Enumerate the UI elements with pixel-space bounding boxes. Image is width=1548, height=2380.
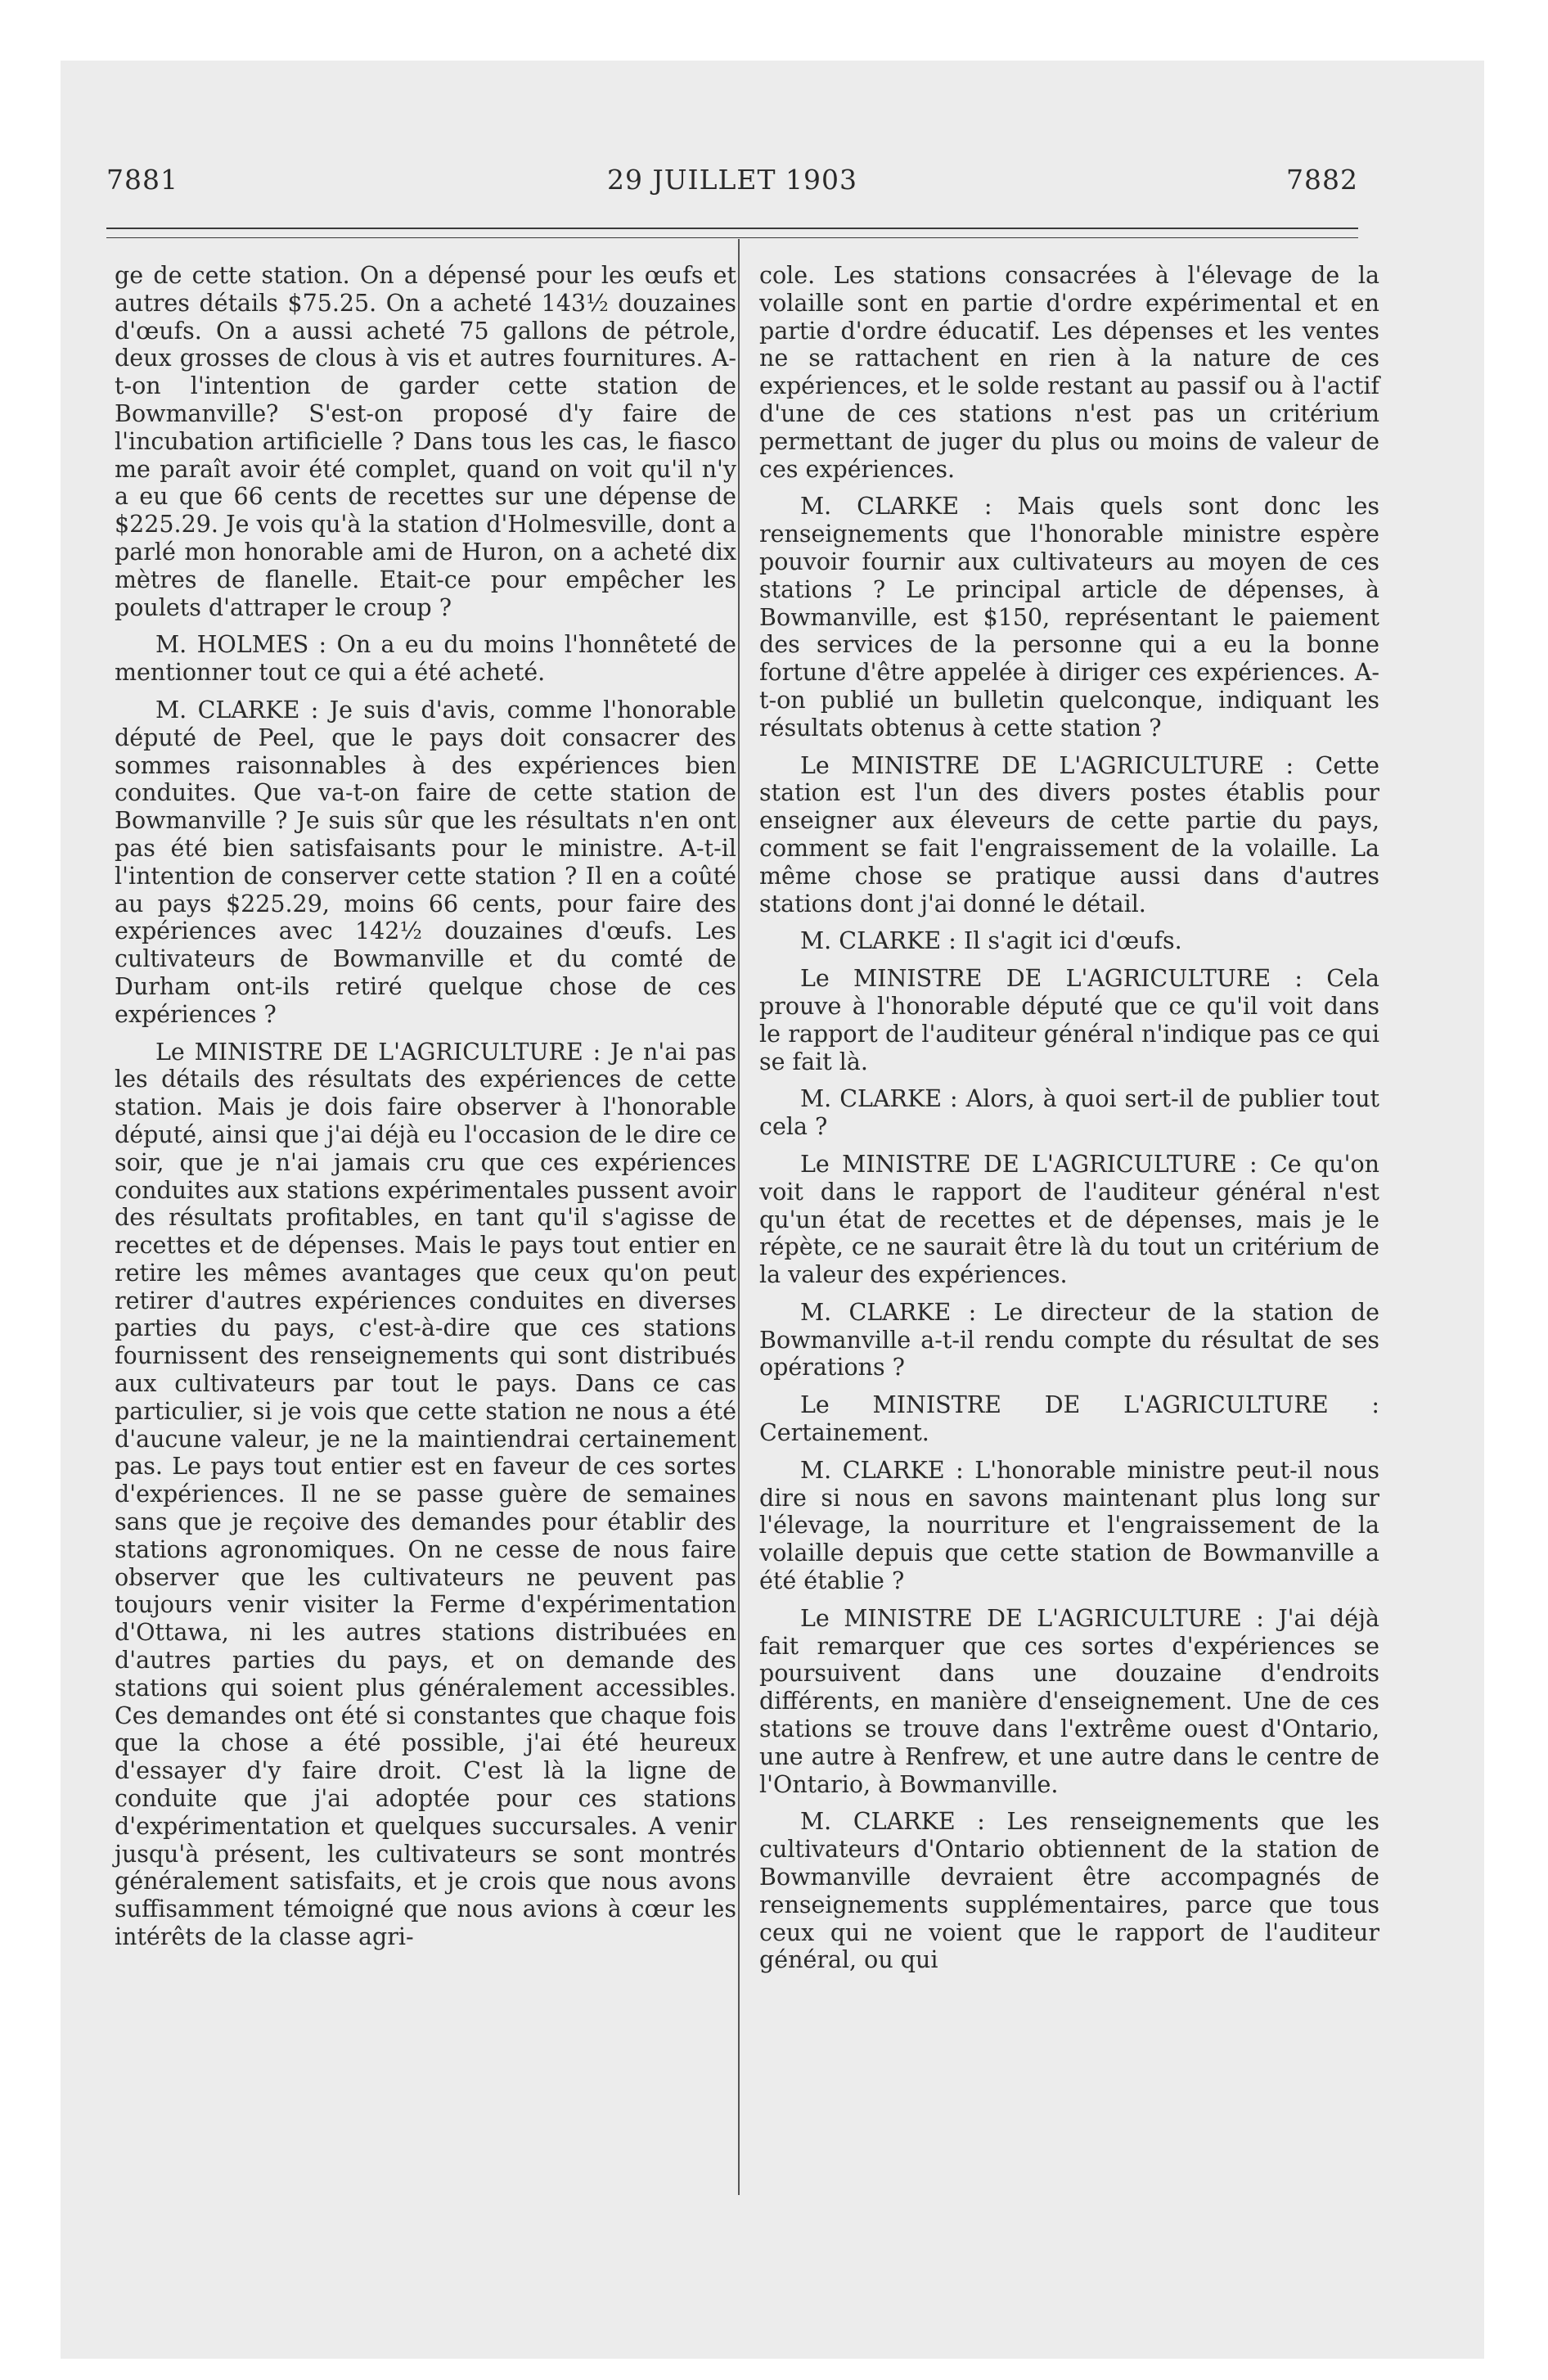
left-page-number: 7881 — [106, 164, 178, 196]
page-header — [106, 164, 1358, 205]
left-column — [115, 262, 736, 1961]
paragraph: cole. Les stations consacrées à l'élevage de la volaille sont en partie d'ordre expérimental et en partie d'ordre éducatif. Les dépenses et les ventes ne se rattachent en rien à la nature de ces expériences, et le solde restant au passif ou à l'actif d'une de ces stations n'est pas un critérium permettant de juger du plus ou moins de valeur de ces expériences. — [759, 262, 1379, 483]
paragraph: M. CLARKE : L'honorable ministre peut-il nous dire si nous en savons maintenant plus long sur l'élevage, la nourriture et l'engraissement de la volaille depuis que cette station de Bowmanville a été établie ? — [759, 1456, 1379, 1595]
paragraph: Le MINISTRE DE L'AGRICULTURE : Cela prouve à l'honorable député que ce qu'il voit dans le rapport de l'auditeur général n'indique pas ce qui se fait là. — [759, 965, 1379, 1075]
paragraph: Le MINISTRE DE L'AGRICULTURE : Je n'ai pas les détails des résultats des expériences de cette station. Mais je dois faire observer à l'honorable député, ainsi que j'ai déjà eu l'occasion de le dire ce soir, que je n'ai jamais cru que ces expériences conduites aux stations expérimentales pussent avoir des résultats profitables, en tant qu'il s'agisse de recettes et de dépenses. Mais le pays tout entier en retire les mêmes avantages que ceux qu'on peut retirer d'autres expériences conduites en diverses parties du pays, c'est-à-dire que ces stations fournissent des renseignements qui sont distribués aux cultivateurs par tout le pays. Dans ce cas particulier, si je vois que cette station ne nous a été d'aucune valeur, je ne la maintiendrai certainement pas. Le pays tout entier est en faveur de ces sortes d'expériences. Il ne se passe guère de semaines sans que je reçoive des demandes pour établir des stations agronomiques. On ne cesse de nous faire observer que les cultivateurs ne peuvent pas toujours venir visiter la Ferme d'expérimentation d'Ottawa, ni les autres stations distribuées en d'autres parties du pays, et on demande des stations qui soient plus généralement accessibles. Ces demandes ont été si constantes que chaque fois que la chose a été possible, j'ai été heureux d'essayer d'y faire droit. C'est là la ligne de conduite que j'ai adoptée pour ces stations d'expérimentation et quelques succursales. A venir jusqu'à présent, les cultivateurs se sont montrés généralement satisfaits, et je crois que nous avons suffisamment témoigné que nous avions à cœur les intérêts de la classe agri- — [115, 1038, 736, 1951]
paragraph: Le MINISTRE DE L'AGRICULTURE : Ce qu'on voit dans le rapport de l'auditeur général n'est qu'un état de recettes et de dépenses, mais je le répète, ce ne saurait être là du tout un critérium de la valeur des expériences. — [759, 1150, 1379, 1289]
paragraph: ge de cette station. On a dépensé pour les œufs et autres détails $75.25. On a acheté 143½ douzaines d'œufs. On a aussi acheté 75 gallons de pétrole, deux grosses de clous à vis et autres fournitures. A-t-on l'intention de garder cette station de Bowmanville? S'est-on proposé d'y faire de l'incubation artificielle ? Dans tous les cas, le fiasco me paraît avoir été complet, quand on voit qu'il n'y a eu que 66 cents de recettes sur une dépense de $225.29. Je vois qu'à la station d'Holmesville, dont a parlé mon honorable ami de Huron, on a acheté dix mètres de flanelle. Etait-ce pour empêcher les poulets d'attraper le croup ? — [115, 262, 736, 621]
paragraph: M. CLARKE : Mais quels sont donc les renseignements que l'honorable ministre espère pouvoir fournir aux cultivateurs au moyen de ces stations ? Le principal article de dépenses, à Bowmanville, est $150, représentant le paiement des services de la personne qui a eu la bonne fortune d'être appelée à diriger ces expériences. A-t-on publié un bulletin quelconque, indiquant les résultats obtenus à cette station ? — [759, 493, 1379, 741]
paragraph: Le MINISTRE DE L'AGRICULTURE : J'ai déjà fait remarquer que ces sortes d'expériences se poursuivent dans une douzaine d'endroits différents, en manière d'enseignement. Une de ces stations se trouve dans l'extrême ouest d'Ontario, une autre à Renfrew, et une autre dans le centre de l'Ontario, à Bowmanville. — [759, 1604, 1379, 1798]
right-column — [759, 262, 1379, 1984]
paragraph: Le MINISTRE DE L'AGRICULTURE : Certainement. — [759, 1391, 1379, 1447]
right-page-number: 7882 — [1286, 164, 1358, 196]
column-divider — [738, 239, 740, 2195]
paragraph: M. CLARKE : Les renseignements que les cultivateurs d'Ontario obtiennent de la station de Bowmanville devraient être accompagnés de renseignements supplémentaires, parce que tous ceux qui ne voient que le rapport de l'auditeur général, ou qui — [759, 1808, 1379, 1974]
header-date: 29 JUILLET 1903 — [607, 164, 857, 196]
header-rule-top — [106, 228, 1358, 229]
paragraph: M. CLARKE : Il s'agit ici d'œufs. — [800, 927, 1182, 955]
header-rule-bottom — [106, 237, 1358, 238]
paragraph: M. CLARKE : Le directeur de la station de Bowmanville a-t-il rendu compte du résultat de ses opérations ? — [759, 1298, 1379, 1382]
paragraph: Le MINISTRE DE L'AGRICULTURE : Cette station est l'un des divers postes établis pour enseigner aux éleveurs de cette partie du pays, comment se fait l'engraissement de la volaille. La même chose se pratique aussi dans d'autres stations dont j'ai donné le détail. — [759, 751, 1379, 917]
paragraph: M. CLARKE : Alors, à quoi sert-il de publier tout cela ? — [759, 1085, 1379, 1141]
paragraph: M. HOLMES : On a eu du moins l'honnêteté de mentionner tout ce qui a été acheté. — [115, 631, 736, 687]
paragraph: M. CLARKE : Je suis d'avis, comme l'honorable député de Peel, que le pays doit consacrer des sommes raisonnables à des expériences bien conduites. Que va-t-on faire de cette station de Bowmanville ? Je suis sûr que les résultats n'en ont pas été bien satisfaisants pour le ministre. A-t-il l'intention de conserver cette station ? Il en a coûté au pays $225.29, moins 66 cents, pour faire des expériences avec 142½ douzaines d'œufs. Les cultivateurs de Bowmanville et du comté de Durham ont-ils retiré quelque chose de ces expériences ? — [115, 696, 736, 1028]
